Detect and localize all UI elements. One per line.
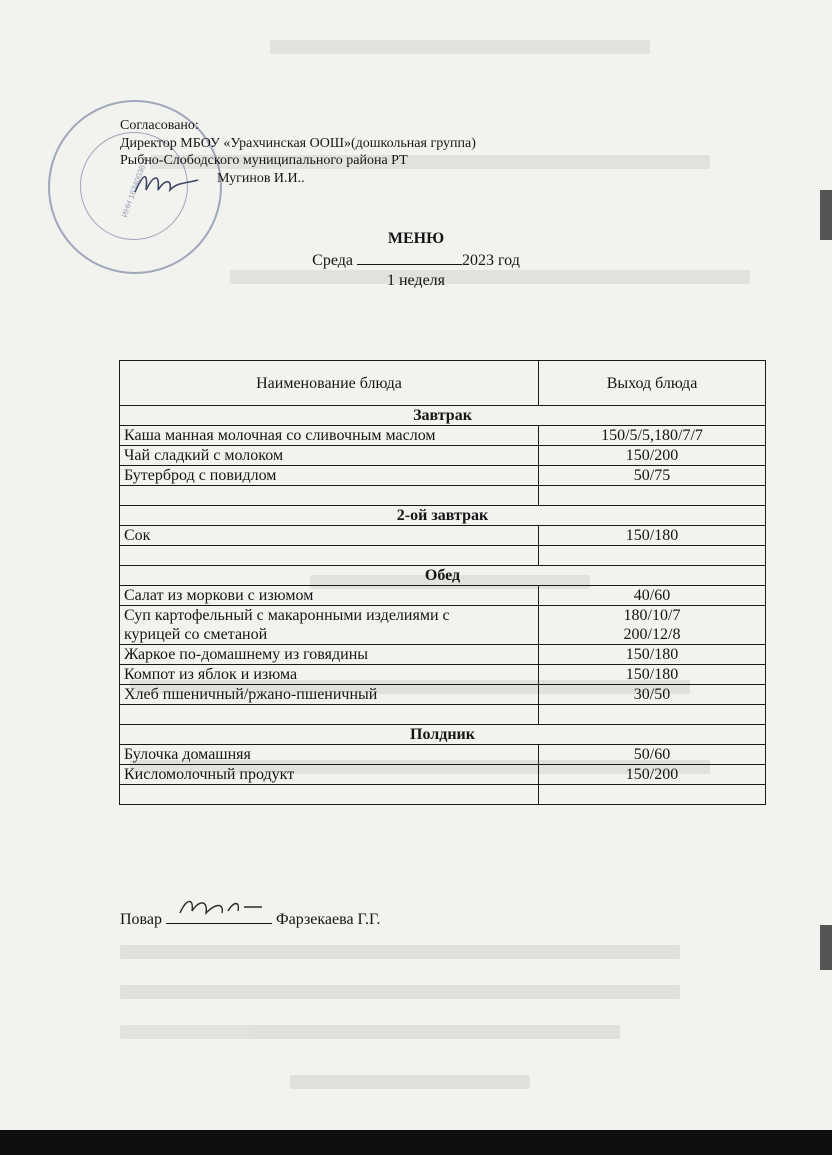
dish-name: Бутерброд с повидлом: [120, 466, 539, 486]
dish-portion: 150/5/5,180/7/7: [539, 426, 766, 446]
page-title: МЕНЮ: [387, 230, 445, 247]
dish-name: Каша манная молочная со сливочным маслом: [120, 426, 539, 446]
empty-row: [120, 546, 766, 566]
col-portion: Выход блюда: [539, 361, 766, 406]
menu-header: [0, 229, 832, 292]
dish-portion: 30/50: [539, 685, 766, 705]
dish-portion: 150/200: [539, 446, 766, 466]
empty-row: [120, 785, 766, 805]
section-lunch: Обед: [120, 566, 766, 586]
empty-row: [120, 705, 766, 725]
table-row: [120, 586, 766, 606]
table-row: [120, 685, 766, 705]
date-blank: [357, 250, 462, 265]
dish-portion: 50/75: [539, 466, 766, 486]
approval-label: Согласовано:: [120, 118, 199, 133]
date-line: [0, 250, 832, 272]
table-row: [120, 645, 766, 665]
menu-table: [119, 360, 766, 805]
cook-signature-blank: [166, 909, 272, 924]
empty-row: [120, 486, 766, 506]
week-label: 1 неделя: [386, 272, 446, 289]
dish-name-line: Суп картофельный с макаронными изделиями с: [124, 607, 450, 624]
scan-edge-mark: [820, 925, 832, 970]
dish-portion: [539, 606, 766, 645]
section-snack: Полдник: [120, 725, 766, 745]
approval-district: Рыбно-Слободского муниципального района РТ: [120, 153, 408, 168]
section-row: [120, 406, 766, 426]
table-row: [120, 606, 766, 645]
section-row: [120, 506, 766, 526]
dish-portion: 150/200: [539, 765, 766, 785]
approval-director-name: Мугинов И.И..: [217, 170, 305, 186]
cook-name: Фарзекаева Г.Г.: [276, 911, 381, 928]
table-row: [120, 765, 766, 785]
dish-portion-line: 180/10/7: [623, 607, 681, 624]
dish-name: [120, 606, 539, 645]
table-header-row: [120, 361, 766, 406]
day-label: Среда: [312, 251, 353, 269]
dish-name: Компот из яблок и изюма: [120, 665, 539, 685]
dish-portion: 40/60: [539, 586, 766, 606]
table-row: [120, 446, 766, 466]
table-row: [120, 665, 766, 685]
col-dish-name: Наименование блюда: [120, 361, 539, 406]
dish-name-line: курицей со сметаной: [124, 626, 268, 643]
dish-portion: 150/180: [539, 665, 766, 685]
table-row: [120, 526, 766, 546]
cook-label: Повар: [120, 911, 162, 928]
dish-portion: 150/180: [539, 645, 766, 665]
table-row: [120, 745, 766, 765]
official-stamp: ИНН 1634003618: [48, 100, 222, 274]
section-row: [120, 566, 766, 586]
cook-signature: [176, 895, 266, 921]
dish-portion: 150/180: [539, 526, 766, 546]
dish-name: Хлеб пшеничный/ржано-пшеничный: [120, 685, 539, 705]
dish-name: Кисломолочный продукт: [120, 765, 539, 785]
year-label: 2023 год: [461, 251, 520, 269]
dish-name: Жаркое по-домашнему из говядины: [120, 645, 539, 665]
dish-name: Булочка домашняя: [120, 745, 539, 765]
cook-signature-line: [120, 909, 380, 929]
approval-block: [120, 117, 476, 187]
approval-position: Директор МБОУ «Урахчинская ООШ»(дошкольная группа): [120, 135, 476, 151]
section-second-breakfast: 2-ой завтрак: [120, 506, 766, 526]
dish-name: Сок: [120, 526, 539, 546]
dish-portion: 50/60: [539, 745, 766, 765]
table-row: [120, 426, 766, 446]
section-row: [120, 725, 766, 745]
dish-name: Салат из моркови с изюмом: [120, 586, 539, 606]
section-breakfast: Завтрак: [120, 406, 766, 426]
table-row: [120, 466, 766, 486]
scan-bottom-edge: [0, 1130, 832, 1155]
dish-portion-line: 200/12/8: [623, 626, 681, 643]
dish-name: Чай сладкий с молоком: [120, 446, 539, 466]
